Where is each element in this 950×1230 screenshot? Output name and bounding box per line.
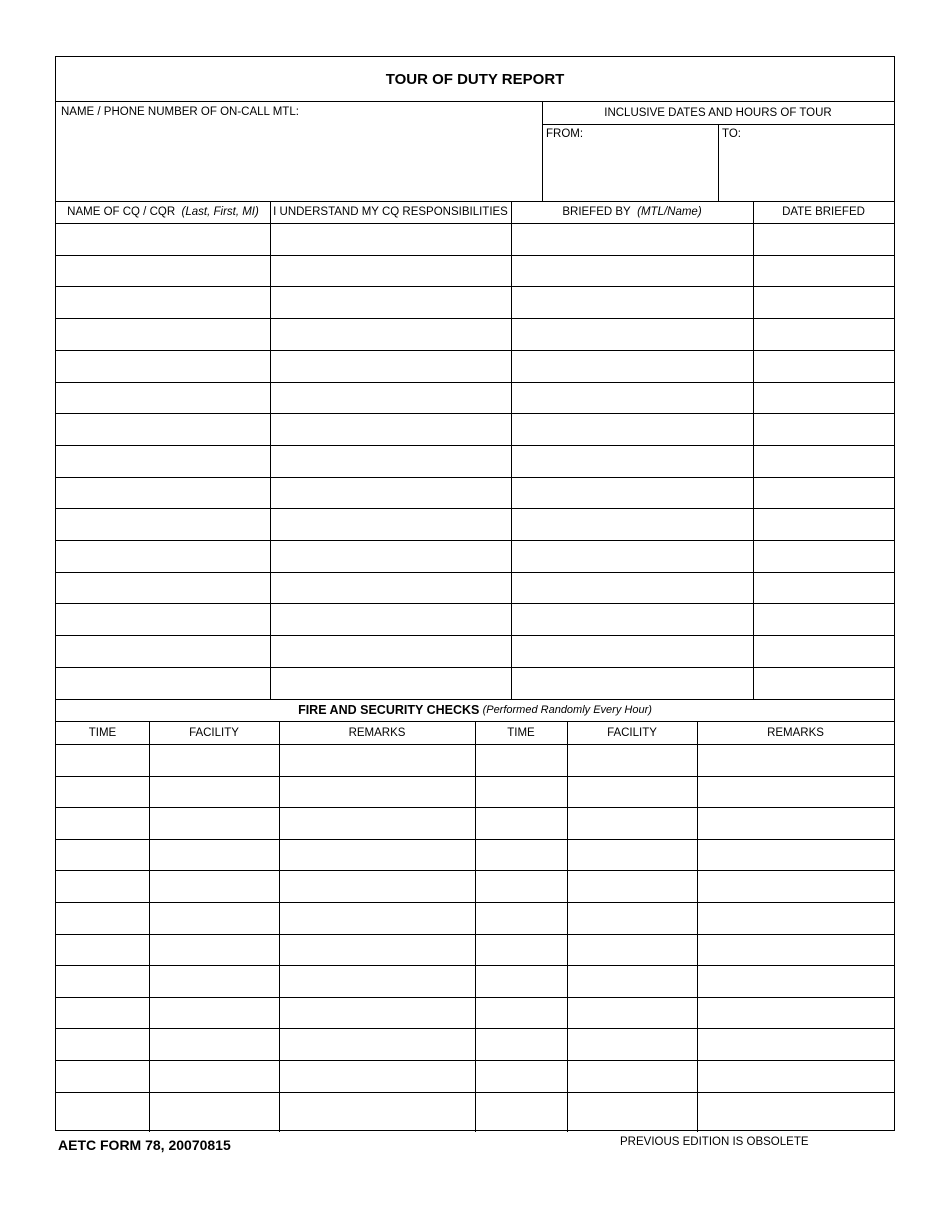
tour-dates-header: INCLUSIVE DATES AND HOURS OF TOUR — [604, 107, 832, 119]
remarks-2-cell[interactable] — [698, 966, 893, 996]
remarks-1-input[interactable] — [280, 966, 474, 996]
cq-date-cell[interactable] — [754, 478, 893, 508]
remarks-2-cell[interactable] — [698, 1029, 893, 1059]
remarks-1-cell[interactable] — [280, 840, 474, 870]
cq-date-input[interactable] — [754, 509, 893, 539]
time-1-input[interactable] — [57, 903, 148, 933]
cq-understand-input[interactable] — [271, 224, 510, 254]
cq-name-input[interactable] — [57, 383, 269, 413]
remarks-1-input[interactable] — [280, 935, 474, 965]
time-2-cell[interactable] — [476, 745, 566, 775]
cq-date-input[interactable] — [754, 383, 893, 413]
cq-date-cell[interactable] — [754, 224, 893, 254]
facility-1-cell[interactable] — [150, 777, 278, 807]
cq-briefed-by-header — [511, 201, 753, 223]
cq-understand-cell[interactable] — [271, 256, 510, 286]
cq-briefed-by-input[interactable] — [512, 636, 752, 666]
remarks-2-cell[interactable] — [698, 998, 893, 1028]
cq-date-input[interactable] — [754, 478, 893, 508]
remarks-2-cell[interactable] — [698, 1093, 893, 1123]
facility-2-input[interactable] — [568, 1093, 696, 1123]
remarks-2-input[interactable] — [698, 777, 893, 807]
time-2-header: TIME — [507, 726, 535, 739]
time-1-input[interactable] — [57, 777, 148, 807]
remarks-1-input[interactable] — [280, 1093, 474, 1123]
cq-name-input[interactable] — [57, 256, 269, 286]
edition-note: PREVIOUS EDITION IS OBSOLETE — [620, 1136, 809, 1148]
cq-date-input[interactable] — [754, 414, 893, 444]
cq-understand-input[interactable] — [271, 604, 510, 634]
time-2-input[interactable] — [476, 808, 566, 838]
facility-1-input[interactable] — [150, 840, 278, 870]
time-2-cell[interactable] — [476, 1093, 566, 1123]
cq-name-header-hint: (Last, First, MI) — [181, 206, 259, 218]
remarks-1-cell[interactable] — [280, 935, 474, 965]
time-2-input[interactable] — [476, 998, 566, 1028]
facility-1-cell[interactable] — [150, 1093, 278, 1123]
cq-briefed-by-input[interactable] — [512, 509, 752, 539]
cq-name-cell[interactable] — [57, 414, 269, 444]
cq-briefed-by-cell[interactable] — [512, 383, 752, 413]
cq-name-input[interactable] — [57, 668, 269, 698]
time-2-input[interactable] — [476, 935, 566, 965]
facility-1-input[interactable] — [150, 903, 278, 933]
time-1-input[interactable] — [57, 1061, 148, 1091]
time-1-cell[interactable] — [57, 840, 148, 870]
cq-date-input[interactable] — [754, 256, 893, 286]
cq-date-cell[interactable] — [754, 414, 893, 444]
checks-section-title — [56, 699, 894, 721]
cq-briefed-by-cell[interactable] — [512, 541, 752, 571]
cq-briefed-by-input[interactable] — [512, 668, 752, 698]
remarks-1-input[interactable] — [280, 777, 474, 807]
cq-understand-input[interactable] — [271, 541, 510, 571]
remarks-2-cell[interactable] — [698, 871, 893, 901]
time-2-input[interactable] — [476, 1029, 566, 1059]
cq-briefed-by-cell[interactable] — [512, 256, 752, 286]
remarks-1-cell[interactable] — [280, 871, 474, 901]
cq-date-input[interactable] — [754, 351, 893, 381]
cq-date-cell[interactable] — [754, 351, 893, 381]
cq-briefed-by-header-text: BRIEFED BY — [562, 206, 631, 218]
from-label: FROM: — [546, 128, 584, 140]
facility-1-cell[interactable] — [150, 966, 278, 996]
cq-briefed-by-input[interactable] — [512, 573, 752, 603]
remarks-2-input[interactable] — [698, 808, 893, 838]
time-1-cell[interactable] — [57, 871, 148, 901]
time-2-cell[interactable] — [476, 1029, 566, 1059]
cq-briefed-by-header-hint: (MTL/Name) — [637, 206, 702, 218]
time-2-input[interactable] — [476, 1061, 566, 1091]
cq-understand-cell[interactable] — [271, 478, 510, 508]
cq-date-input[interactable] — [754, 287, 893, 317]
time-1-input[interactable] — [57, 871, 148, 901]
cq-name-cell[interactable] — [57, 541, 269, 571]
cq-name-cell[interactable] — [57, 224, 269, 254]
time-1-cell[interactable] — [57, 1061, 148, 1091]
cq-briefed-by-cell[interactable] — [512, 573, 752, 603]
cq-name-header-text: NAME OF CQ / CQR — [67, 206, 176, 218]
facility-1-cell[interactable] — [150, 935, 278, 965]
cq-briefed-by-cell[interactable] — [512, 604, 752, 634]
facility-2-cell[interactable] — [568, 998, 696, 1028]
remarks-2-cell[interactable] — [698, 777, 893, 807]
cq-date-header: DATE BRIEFED — [782, 206, 865, 218]
from-input[interactable] — [544, 143, 716, 199]
cq-understand-input[interactable] — [271, 636, 510, 666]
time-2-input[interactable] — [476, 871, 566, 901]
mtl-input[interactable] — [60, 121, 536, 201]
remarks-2-cell[interactable] — [698, 903, 893, 933]
cq-understand-cell[interactable] — [271, 636, 510, 666]
cq-briefed-by-input[interactable] — [512, 256, 752, 286]
cq-understand-cell[interactable] — [271, 414, 510, 444]
cq-date-cell[interactable] — [754, 636, 893, 666]
cq-briefed-by-input[interactable] — [512, 414, 752, 444]
time-2-input[interactable] — [476, 840, 566, 870]
cq-understand-input[interactable] — [271, 414, 510, 444]
cq-understand-cell[interactable] — [271, 573, 510, 603]
time-2-input[interactable] — [476, 777, 566, 807]
cq-name-cell[interactable] — [57, 446, 269, 476]
cq-date-input[interactable] — [754, 319, 893, 349]
remarks-2-input[interactable] — [698, 903, 893, 933]
cq-briefed-by-cell[interactable] — [512, 319, 752, 349]
tour-of-duty-form — [55, 56, 895, 1131]
remarks-1-input[interactable] — [280, 903, 474, 933]
facility-2-cell[interactable] — [568, 935, 696, 965]
cq-date-input[interactable] — [754, 668, 893, 698]
remarks-2-input[interactable] — [698, 871, 893, 901]
cq-understand-cell[interactable] — [271, 224, 510, 254]
facility-1-input[interactable] — [150, 808, 278, 838]
facility-1-cell[interactable] — [150, 903, 278, 933]
cq-name-input[interactable] — [57, 414, 269, 444]
facility-1-input[interactable] — [150, 1093, 278, 1123]
remarks-2-header: REMARKS — [767, 726, 824, 739]
mtl-field-cell[interactable] — [60, 121, 536, 201]
cq-briefed-by-input[interactable] — [512, 478, 752, 508]
cq-understand-input[interactable] — [271, 256, 510, 286]
cq-understand-input[interactable] — [271, 509, 510, 539]
time-2-cell[interactable] — [476, 935, 566, 965]
cq-briefed-by-cell[interactable] — [512, 636, 752, 666]
from-field-cell[interactable] — [544, 143, 716, 199]
cq-date-input[interactable] — [754, 604, 893, 634]
remarks-2-input[interactable] — [698, 1093, 893, 1123]
facility-2-input[interactable] — [568, 808, 696, 838]
cq-understand-cell[interactable] — [271, 446, 510, 476]
cq-name-input[interactable] — [57, 636, 269, 666]
time-1-input[interactable] — [57, 935, 148, 965]
cq-briefed-by-input[interactable] — [512, 446, 752, 476]
facility-2-cell[interactable] — [568, 1093, 696, 1123]
time-1-cell[interactable] — [57, 1029, 148, 1059]
to-label: TO: — [722, 128, 741, 140]
cq-briefed-by-cell[interactable] — [512, 509, 752, 539]
cq-name-cell[interactable] — [57, 256, 269, 286]
remarks-1-input[interactable] — [280, 840, 474, 870]
cq-name-cell[interactable] — [57, 668, 269, 698]
remarks-2-cell[interactable] — [698, 745, 893, 775]
facility-1-cell[interactable] — [150, 808, 278, 838]
time-2-input[interactable] — [476, 1093, 566, 1123]
cq-briefed-by-cell[interactable] — [512, 668, 752, 698]
facility-1-cell[interactable] — [150, 998, 278, 1028]
cq-date-input[interactable] — [754, 573, 893, 603]
cq-date-input[interactable] — [754, 224, 893, 254]
time-2-cell[interactable] — [476, 903, 566, 933]
cq-understand-input[interactable] — [271, 478, 510, 508]
cq-briefed-by-input[interactable] — [512, 541, 752, 571]
time-1-input[interactable] — [57, 1093, 148, 1123]
time-2-input[interactable] — [476, 745, 566, 775]
remarks-1-input[interactable] — [280, 808, 474, 838]
cq-name-input[interactable] — [57, 541, 269, 571]
facility-2-cell[interactable] — [568, 1061, 696, 1091]
cq-understand-cell[interactable] — [271, 383, 510, 413]
remarks-2-input[interactable] — [698, 745, 893, 775]
time-2-cell[interactable] — [476, 840, 566, 870]
cq-understand-input[interactable] — [271, 383, 510, 413]
remarks-2-input[interactable] — [698, 935, 893, 965]
cq-briefed-by-cell[interactable] — [512, 351, 752, 381]
time-2-input[interactable] — [476, 903, 566, 933]
cq-understand-cell[interactable] — [271, 287, 510, 317]
time-2-cell[interactable] — [476, 1061, 566, 1091]
facility-2-cell[interactable] — [568, 1029, 696, 1059]
time-2-cell[interactable] — [476, 808, 566, 838]
remarks-1-input[interactable] — [280, 745, 474, 775]
cq-date-cell[interactable] — [754, 256, 893, 286]
facility-1-cell[interactable] — [150, 871, 278, 901]
facility-1-input[interactable] — [150, 777, 278, 807]
facility-2-input[interactable] — [568, 777, 696, 807]
facility-2-input[interactable] — [568, 1029, 696, 1059]
remarks-1-cell[interactable] — [280, 1093, 474, 1123]
facility-1-input[interactable] — [150, 966, 278, 996]
mtl-label: NAME / PHONE NUMBER OF ON-CALL MTL: — [61, 106, 299, 118]
cq-briefed-by-cell[interactable] — [512, 224, 752, 254]
remarks-2-input[interactable] — [698, 840, 893, 870]
facility-1-input[interactable] — [150, 871, 278, 901]
cq-name-input[interactable] — [57, 446, 269, 476]
cq-briefed-by-input[interactable] — [512, 383, 752, 413]
remarks-2-input[interactable] — [698, 966, 893, 996]
remarks-1-cell[interactable] — [280, 998, 474, 1028]
time-1-cell[interactable] — [57, 935, 148, 965]
cq-briefed-by-input[interactable] — [512, 319, 752, 349]
remarks-1-input[interactable] — [280, 871, 474, 901]
cq-briefed-by-cell[interactable] — [512, 414, 752, 444]
cq-name-cell[interactable] — [57, 636, 269, 666]
time-1-input[interactable] — [57, 808, 148, 838]
remarks-1-cell[interactable] — [280, 808, 474, 838]
time-1-cell[interactable] — [57, 966, 148, 996]
cq-name-cell[interactable] — [57, 509, 269, 539]
cq-name-input[interactable] — [57, 287, 269, 317]
cq-name-input[interactable] — [57, 319, 269, 349]
remarks-1-cell[interactable] — [280, 1029, 474, 1059]
cq-date-cell[interactable] — [754, 573, 893, 603]
time-1-header: TIME — [88, 726, 117, 739]
cq-understand-cell[interactable] — [271, 509, 510, 539]
remarks-2-input[interactable] — [698, 998, 893, 1028]
time-1-input[interactable] — [57, 966, 148, 996]
time-2-cell[interactable] — [476, 966, 566, 996]
cq-understand-cell[interactable] — [271, 668, 510, 698]
time-1-cell[interactable] — [57, 1093, 148, 1123]
cq-name-cell[interactable] — [57, 478, 269, 508]
remarks-1-cell[interactable] — [280, 903, 474, 933]
cq-understand-header: I UNDERSTAND MY CQ RESPONSIBILITIES — [273, 206, 508, 218]
facility-2-input[interactable] — [568, 840, 696, 870]
remarks-1-cell[interactable] — [280, 966, 474, 996]
checks-section-title-text: FIRE AND SECURITY CHECKS — [298, 703, 480, 717]
cq-name-input[interactable] — [57, 351, 269, 381]
cq-briefed-by-input[interactable] — [512, 351, 752, 381]
remarks-1-input[interactable] — [280, 1061, 474, 1091]
facility-2-header: FACILITY — [607, 726, 657, 739]
time-1-cell[interactable] — [57, 903, 148, 933]
cq-briefed-by-cell[interactable] — [512, 446, 752, 476]
time-1-cell[interactable] — [57, 808, 148, 838]
cq-understand-cell[interactable] — [271, 541, 510, 571]
time-1-cell[interactable] — [57, 777, 148, 807]
cq-date-cell[interactable] — [754, 287, 893, 317]
facility-1-input[interactable] — [150, 1061, 278, 1091]
cq-understand-input[interactable] — [271, 573, 510, 603]
remarks-2-cell[interactable] — [698, 840, 893, 870]
time-1-input[interactable] — [57, 840, 148, 870]
facility-2-cell[interactable] — [568, 745, 696, 775]
cq-understand-input[interactable] — [271, 668, 510, 698]
facility-2-cell[interactable] — [568, 840, 696, 870]
time-1-input[interactable] — [57, 745, 148, 775]
time-2-cell[interactable] — [476, 777, 566, 807]
cq-briefed-by-cell[interactable] — [512, 478, 752, 508]
cq-understand-input[interactable] — [271, 287, 510, 317]
cq-date-input[interactable] — [754, 541, 893, 571]
facility-2-cell[interactable] — [568, 903, 696, 933]
cq-briefed-by-input[interactable] — [512, 604, 752, 634]
cq-name-input[interactable] — [57, 478, 269, 508]
cq-name-cell[interactable] — [57, 351, 269, 381]
facility-1-input[interactable] — [150, 935, 278, 965]
to-input[interactable] — [720, 143, 892, 199]
cq-date-cell[interactable] — [754, 383, 893, 413]
remarks-2-cell[interactable] — [698, 1061, 893, 1091]
facility-2-input[interactable] — [568, 871, 696, 901]
cq-name-header — [56, 201, 270, 223]
cq-briefed-by-input[interactable] — [512, 224, 752, 254]
facility-1-header: FACILITY — [189, 726, 239, 739]
cq-name-cell[interactable] — [57, 319, 269, 349]
cq-understand-cell[interactable] — [271, 319, 510, 349]
facility-1-input[interactable] — [150, 1029, 278, 1059]
remarks-1-header: REMARKS — [348, 726, 406, 739]
facility-1-cell[interactable] — [150, 1029, 278, 1059]
checks-section-hint: (Performed Randomly Every Hour) — [482, 704, 652, 716]
facility-2-cell[interactable] — [568, 808, 696, 838]
facility-2-input[interactable] — [568, 903, 696, 933]
cq-briefed-by-cell[interactable] — [512, 287, 752, 317]
cq-understand-input[interactable] — [271, 351, 510, 381]
time-2-cell[interactable] — [476, 998, 566, 1028]
remarks-2-input[interactable] — [698, 1061, 893, 1091]
facility-1-input[interactable] — [150, 998, 278, 1028]
facility-2-input[interactable] — [568, 1061, 696, 1091]
cq-understand-cell[interactable] — [271, 604, 510, 634]
cq-briefed-by-input[interactable] — [512, 287, 752, 317]
cq-understand-input[interactable] — [271, 446, 510, 476]
facility-2-input[interactable] — [568, 998, 696, 1028]
time-1-input[interactable] — [57, 998, 148, 1028]
cq-date-cell[interactable] — [754, 319, 893, 349]
cq-name-input[interactable] — [57, 573, 269, 603]
remarks-2-cell[interactable] — [698, 808, 893, 838]
form-title: TOUR OF DUTY REPORT — [56, 57, 894, 102]
time-2-cell[interactable] — [476, 871, 566, 901]
cq-date-cell[interactable] — [754, 509, 893, 539]
cq-name-input[interactable] — [57, 224, 269, 254]
remarks-1-input[interactable] — [280, 998, 474, 1028]
facility-2-cell[interactable] — [568, 966, 696, 996]
facility-1-cell[interactable] — [150, 1061, 278, 1091]
remarks-2-input[interactable] — [698, 1029, 893, 1059]
facility-2-cell[interactable] — [568, 871, 696, 901]
facility-1-input[interactable] — [150, 745, 278, 775]
cq-name-input[interactable] — [57, 509, 269, 539]
remarks-1-cell[interactable] — [280, 777, 474, 807]
to-field-cell[interactable] — [720, 143, 892, 199]
facility-2-input[interactable] — [568, 745, 696, 775]
cq-understand-input[interactable] — [271, 319, 510, 349]
time-1-cell[interactable] — [57, 998, 148, 1028]
cq-name-cell[interactable] — [57, 573, 269, 603]
facility-1-cell[interactable] — [150, 745, 278, 775]
remarks-1-cell[interactable] — [280, 1061, 474, 1091]
cq-name-cell[interactable] — [57, 604, 269, 634]
cq-date-input[interactable] — [754, 636, 893, 666]
facility-2-cell[interactable] — [568, 777, 696, 807]
cq-name-input[interactable] — [57, 604, 269, 634]
cq-name-cell[interactable] — [57, 383, 269, 413]
remarks-1-cell[interactable] — [280, 745, 474, 775]
remarks-2-cell[interactable] — [698, 935, 893, 965]
cq-date-input[interactable] — [754, 446, 893, 476]
cq-understand-cell[interactable] — [271, 351, 510, 381]
time-2-input[interactable] — [476, 966, 566, 996]
cq-date-cell[interactable] — [754, 668, 893, 698]
form-id: AETC FORM 78, 20070815 — [58, 1137, 231, 1153]
facility-2-input[interactable] — [568, 966, 696, 996]
facility-1-cell[interactable] — [150, 840, 278, 870]
cq-date-cell[interactable] — [754, 541, 893, 571]
facility-2-input[interactable] — [568, 935, 696, 965]
cq-name-cell[interactable] — [57, 287, 269, 317]
remarks-1-input[interactable] — [280, 1029, 474, 1059]
cq-date-cell[interactable] — [754, 604, 893, 634]
cq-date-cell[interactable] — [754, 446, 893, 476]
time-1-cell[interactable] — [57, 745, 148, 775]
time-1-input[interactable] — [57, 1029, 148, 1059]
